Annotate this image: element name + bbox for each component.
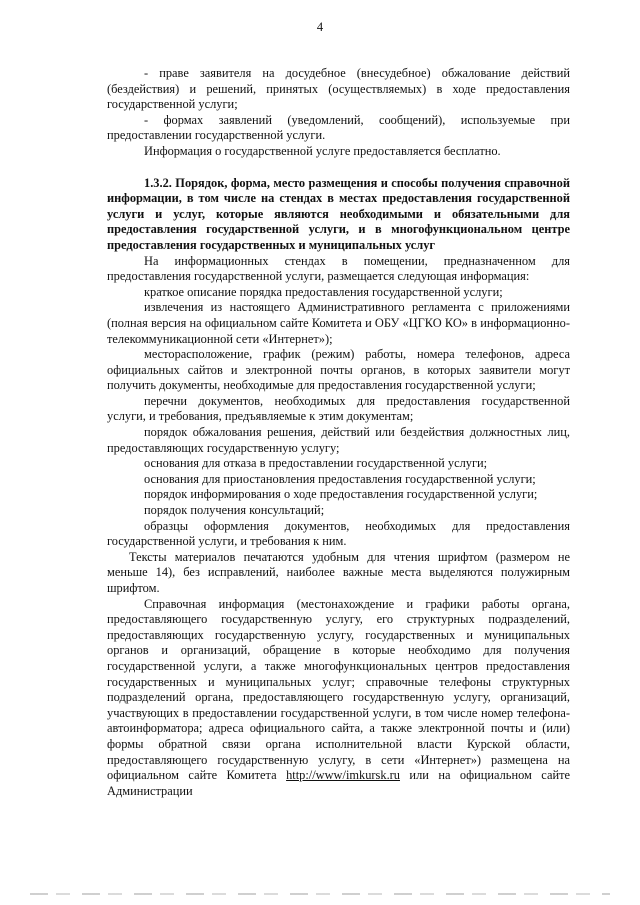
paragraph-font-requirements: Тексты материалов печатаются удобным для чтения шрифтом (размером не меньше 14), без исправлений, наиболее важные места выделяются полужирным шрифтом.	[107, 549, 570, 595]
reference-info-text: Справочная информация (местонахождение и графики работы органа, предоставляющего государственную услугу, его структурных подразделений, предоставляющих государственную услугу, государственных и муниципальных органов и организаций, обращение в которые необходимо для получения государственной услуги, а также многофункциональных центров предоставления государственных и муниципальных услуг; справочные телефоны структурных подразделений органа, предоставляющего государственную услугу, организаций, участвующих в предоставлении государственной услуги, в том числе номер телефона-автоинформатора; адреса официального сайта, а также электронной почты и (или) формы обратной связи органа исполнительной власти Курской области, предоставляющего государственную услугу, в сети «Интернет») размещена на официальном сайте Комитета	[107, 596, 570, 783]
list-item-consultations: порядок получения консультаций;	[144, 503, 325, 518]
reference-info-text-end: или на официальном сайте Администрации	[107, 768, 571, 798]
list-item-progress-info: порядок информирования о ходе предоставления государственной услуги;	[144, 487, 538, 502]
list-item-regulation-extracts: извлечения из настоящего Административного регламента с приложениями (полная версия на официальном сайте Комитета и ОБУ «ЦГКО КО» в информационно-телекоммуникационной сети «Интернет»);	[107, 300, 570, 346]
list-item-location-schedule: месторасположение, график (режим) работы, номера телефонов, адреса официальных сайтов и электронной почты органов, в которых заявители могут получить документы, необходимые для предоставления государственной услуги;	[107, 347, 570, 393]
paragraph-application-forms: - формах заявлений (уведомлений, сообщений), используемые при предоставлении государственной услуги.	[107, 112, 570, 143]
list-item-short-description: краткое описание порядка предоставления государственной услуги;	[144, 284, 503, 299]
paragraph-reference-info	[107, 597, 570, 800]
document-body	[107, 66, 570, 799]
list-item-document-lists: перечни документов, необходимых для предоставления государственной услуги, и требования, предъявляемые к этим документам;	[107, 393, 570, 424]
list-item-suspension-grounds: основания для приостановления предоставления государственной услуги;	[144, 471, 536, 486]
list-item-refusal-grounds: основания для отказа в предоставлении государственной услуги;	[144, 456, 488, 471]
paragraph-free-info: Информация о государственной услуге предоставляется бесплатно.	[144, 143, 501, 158]
scan-artifact-line	[30, 893, 610, 895]
paragraph-info-stands: На информационных стендах в помещении, предназначенном для предоставления государственной услуги, размещается следующая информация:	[107, 253, 570, 284]
paragraph-appeal-right: - праве заявителя на досудебное (внесудебное) обжалование действий (бездействия) и решений, принятых (осуществляемых) в ходе предоставления государственной услуги;	[107, 66, 570, 112]
committee-website-link[interactable]: http://www/imkursk.ru	[286, 768, 400, 783]
page-number: 4	[316, 20, 324, 34]
list-item-appeal-procedure: порядок обжалования решения, действий или бездействия должностных лиц, предоставляющих государственную услугу;	[107, 425, 570, 455]
section-heading-1-3-2: 1.3.2. Порядок, форма, место размещения и способы получения справочной информации, в том числе на стендах в местах предоставления государственной услуги и услуг, которые являются необходимыми и обязательными для предоставления государственной услуги, и в многофункциональном центре предоставления государственных и муниципальных услуг	[107, 175, 570, 252]
list-item-document-samples: образцы оформления документов, необходимых для предоставления государственной услуги, и требования к ним.	[107, 518, 570, 549]
